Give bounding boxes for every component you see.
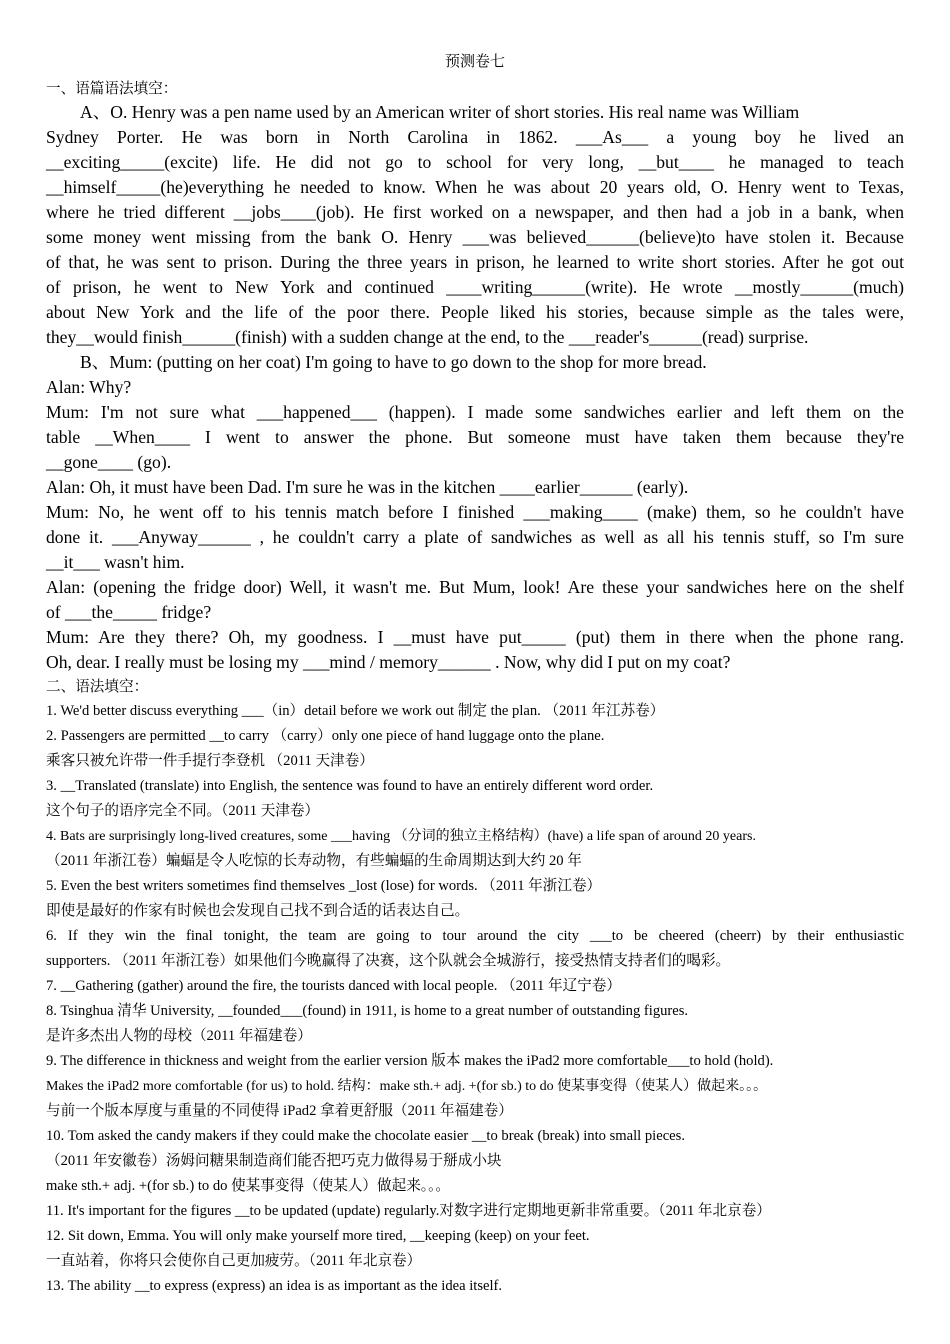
passage-a-line: where he tried different __jobs____(job). He first worked on a newspaper, and then had a job in a bank, when [46,202,904,222]
exercise-line: 这个句子的语序完全不同。（2011 天津卷） [46,803,320,819]
exercise-line: 9. The difference in thickness and weight from the earlier version 版本 makes the iPad2 more comfortable___to hold (hold). [46,1053,774,1069]
passage-b-line: Alan: (opening the fridge door) Well, it wasn't me. But Mum, look! Are these your sandwiches here on the shelf [46,577,904,597]
passage-b-line: Mum: No, he went off to his tennis match before I finished ___making____ (make) them, so he couldn't have [46,502,904,522]
passage-a-line: Sydney Porter. He was born in North Carolina in 1862. ___As___ a young boy he lived an [46,127,904,147]
exercise-line: 4. Bats are surprisingly long-lived creatures, some ___having （分词的独立主格结构）(have) a life span of around 20 years. [46,829,756,844]
exercise-line: 3. __Translated (translate) into English, the sentence was found to have an entirely different word order. [46,778,654,794]
passage-a-line: about New York and the life of the poor there. People liked his stories, because simple as the tales were, [46,302,904,322]
exercise-line: Makes the iPad2 more comfortable (for us) to hold. 结构：make sth.+ adj. +(for sb.) to do 使某事变得（使某人）做起来。。。 [46,1079,768,1094]
passage-a-line: __exciting_____(excite) life. He did not go to school for very long, __but____ he managed to teach [46,152,904,172]
passage-a-line: __himself_____(he)everything he needed to know. When he was about 20 years old, O. Henry went to Texas, [46,177,904,197]
exercise-line: 1. We'd better discuss everything ___（in）detail before we work out 制定 the plan. （2011 年江苏卷） [46,703,665,719]
exercise-line: 2. Passengers are permitted __to carry （carry）only one piece of hand luggage onto the plane. [46,728,605,744]
exercise-line: 是许多杰出人物的母校（2011 年福建卷） [46,1028,312,1044]
exercise-line: （2011 年浙江卷）蝙蝠是令人吃惊的长寿动物，有些蝙蝠的生命周期达到大约 20 年 [46,853,582,869]
passage-b-line: B、Mum: (putting on her coat) I'm going to have to go down to the shop for more bread. [80,352,707,372]
exercise-line: 即使是最好的作家有时候也会发现自己找不到合适的话表达自己。 [46,903,470,919]
exercise-line: 一直站着，你将只会使你自己更加疲劳。（2011 年北京卷） [46,1253,422,1269]
exercise-line: 12. Sit down, Emma. You will only make yourself more tired, __keeping (keep) on your feet. [46,1228,590,1244]
exercise-line: （2011 年安徽卷）汤姆问糖果制造商们能否把巧克力做得易于掰成小块 [46,1153,502,1169]
exercise-line: 与前一个版本厚度与重量的不同使得 iPad2 拿着更舒服（2011 年福建卷） [46,1103,513,1119]
passage-a-line: they__would finish______(finish) with a sudden change at the end, to the ___reader's______(read) surprise. [46,327,809,347]
exercise-line: supporters. （2011 年浙江卷）如果他们今晚赢得了决赛，这个队就会全城游行，接受热情支持者们的喝彩。 [46,953,731,969]
exercise-line: 7. __Gathering (gather) around the fire, the tourists danced with local people. （2011 年辽宁卷） [46,978,621,994]
exercise-line: 10. Tom asked the candy makers if they could make the chocolate easier __to break (break) into small pieces. [46,1128,685,1144]
exercise-line: 5. Even the best writers sometimes find themselves _lost (lose) for words. （2011 年浙江卷） [46,878,602,894]
passage-a-line: A、O. Henry was a pen name used by an American writer of short stories. His real name was William [80,102,800,122]
passage-b-line: table __When____ I went to answer the phone. But someone must have taken them because they're [46,427,904,447]
passage-b-line: Alan: Oh, it must have been Dad. I'm sure he was in the kitchen ____earlier______ (early). [46,477,689,497]
exercise-line: 乘客只被允许带一件手提行李登机 （2011 天津卷） [46,753,374,769]
section1-heading: 一、语篇语法填空： [46,80,178,97]
exercise-line: make sth.+ adj. +(for sb.) to do 使某事变得（使某人）做起来。。。 [46,1178,450,1194]
exercise-line: 11. It's important for the figures __to be updated (update) regularly.对数字进行定期地更新非常重要。（2011 年北京卷） [46,1203,771,1219]
passage-b-line: Alan: Why? [46,377,132,397]
passage-a-line: of that, he was sent to prison. During the three years in prison, he learned to write short stories. After he got out [46,252,904,272]
passage-b-line: Mum: I'm not sure what ___happened___ (happen). I made some sandwiches earlier and left them on the [46,402,904,422]
exercise-line: 8. Tsinghua 清华 University, __founded___(found) in 1911, is home to a great number of outstanding figures. [46,1003,689,1019]
passage-b-line: Oh, dear. I really must be losing my ___mind / memory______ . Now, why did I put on my coat? [46,652,731,672]
passage-a-line: of prison, he went to New York and continued ____writing______(write). He wrote __mostly______(much) [46,277,904,297]
passage-b-line: __it___ wasn't him. [46,552,185,572]
page-title: 预测卷七 [444,54,505,70]
passage-b-line: Mum: Are they there? Oh, my goodness. I __must have put_____ (put) them in there when the phone rang. [46,627,904,647]
passage-b-line: of ___the_____ fridge? [46,602,212,622]
passage-a-line: some money went missing from the bank O. Henry ___was believed______(believe)to have stolen it. Because [46,227,904,247]
section2-heading: 二、语法填空： [46,678,149,695]
passage-b-line: __gone____ (go). [46,452,172,472]
exercise-line: 13. The ability __to express (express) an idea is as important as the idea itself. [46,1278,503,1294]
passage-b-line: done it. ___Anyway______ , he couldn't carry a plate of sandwiches as well as all his tennis stuff, so I'm sure [46,527,904,547]
exercise-line: 6. If they win the final tonight, the team are going to tour around the city ___to be cheered (cheerr) by their enthusiastic [46,928,904,944]
